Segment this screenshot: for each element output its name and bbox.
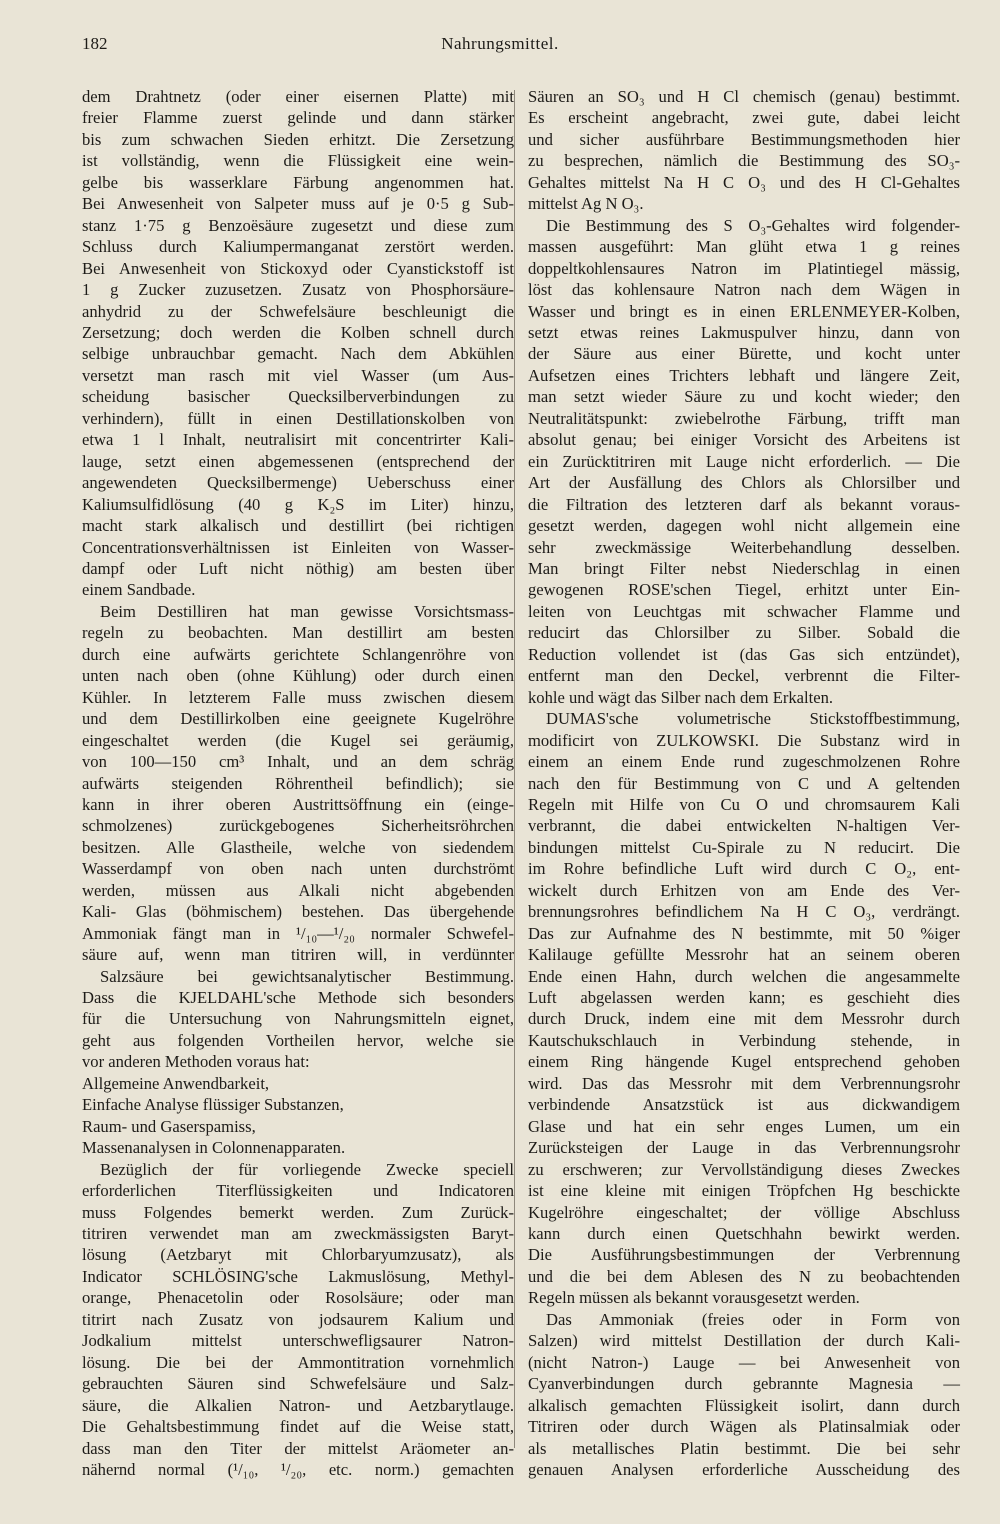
text-line: zu besprechen, nämlich die Bestimmung des SO₃- — [528, 151, 960, 171]
text-line: regeln zu beobachten. Man destillirt am besten — [82, 623, 514, 643]
right-text-column — [528, 86, 960, 1480]
text-line: kohle und wägt das Silber nach dem Erkalten. — [528, 687, 834, 707]
text-line: leiten von Leuchtgas mit schwacher Flamme und — [528, 601, 960, 621]
text-line: Die Gehaltsbestimmung findet auf die Weise statt, — [82, 1417, 514, 1437]
text-line: Regeln mit Hilfe von Cu O und chromsaurem Kali — [528, 794, 960, 814]
text-line: lösung (Aetzbaryt mit Chlorbaryumzusatz), als — [82, 1245, 514, 1265]
text-line: freier Flamme zuerst gelinde und dann stärker — [82, 108, 514, 128]
text-line: Es erscheint angebracht, zwei gute, dabei leicht — [528, 108, 960, 128]
text-line: Kautschukschlauch in Verbindung stehende, in — [528, 1030, 960, 1050]
text-line: brennungsrohres befindlichem Na H C O₃, verdrängt. — [528, 902, 960, 922]
text-line: macht stark alkalisch und destillirt (bei richtigen — [82, 516, 514, 536]
text-line: selbige unbrauchbar gemacht. Nach dem Abkühlen — [82, 344, 514, 364]
text-line: Bei Anwesenheit von Salpeter muss auf je 0·5 g Sub- — [82, 194, 514, 214]
text-line: etwa 1 l Inhalt, neutralisirt mit concentrirter Kali- — [82, 430, 514, 450]
text-line: werden, müssen aus Alkali nicht abgebenden — [82, 880, 514, 900]
text-line: der Säure aus einer Bürette, und kocht unter — [528, 344, 960, 364]
text-line: Kalilauge gefüllte Messrohr hat an seinem oberen — [528, 945, 960, 965]
text-line: schmolzenes) zurückgebogenes Sicherheitsröhrchen — [82, 816, 514, 836]
text-line: doppeltkohlensaures Natron im Platintiegel mässig, — [528, 258, 960, 278]
text-line: gelbe bis wasserklare Färbung angenommen hat. — [82, 172, 514, 192]
text-line: einem Ring hängende Kugel entsprechend gehoben — [528, 1052, 960, 1072]
text-line: verhindern), füllt in einen Destillationskolben von — [82, 408, 514, 428]
text-line: die Filtration des letzteren darf als bekannt voraus- — [528, 494, 960, 514]
text-line: Raum- und Gaserspamiss, — [82, 1116, 256, 1136]
text-line: Kühler. In letzterem Falle muss zwischen diesem — [82, 687, 514, 707]
text-line: verbindende Ansatzstück ist aus dickwandigem — [528, 1095, 960, 1115]
running-head: Nahrungsmittel. — [441, 34, 559, 53]
text-line: dass man den Titer der mittelst Aräometer an- — [82, 1438, 514, 1458]
text-line: wird. Das das Messrohr mit dem Verbrennungsrohr — [528, 1073, 960, 1093]
text-line: genauen Analysen erforderliche Ausscheidung des — [528, 1460, 960, 1479]
text-line: geht aus folgenden Vortheilen hervor, welche sie — [82, 1030, 514, 1050]
text-line: zu erschweren; zur Vervollständigung dieses Zweckes — [528, 1159, 960, 1179]
text-line: DUMAS'sche volumetrische Stickstoffbestimmung, — [546, 709, 960, 729]
text-line: Man bringt Filter nebst Niederschlag in einen — [528, 558, 960, 578]
text-line: Cyanverbindungen durch gebrannte Magnesia — — [528, 1374, 960, 1394]
text-line: mittelst Ag N O₃. — [528, 194, 644, 214]
text-line: absolut genau; bei einiger Vorsicht des Arbeitens ist — [528, 430, 960, 450]
text-line: Titriren oder durch Wägen als Platinsalmiak oder — [528, 1417, 960, 1437]
text-line: orange, Phenacetolin oder Rosolsäure; oder man — [82, 1288, 514, 1308]
text-line: von 100—150 cm³ Inhalt, und an dem schräg — [82, 752, 514, 772]
text-line: Salzen) wird mittelst Destillation der durch Kali- — [528, 1331, 960, 1351]
text-line: erforderlichen Titerflüssigkeiten und Indicatoren — [82, 1181, 514, 1201]
text-line: säure auf, wenn man titriren will, in verdünnter — [82, 945, 514, 965]
text-line: Allgemeine Anwendbarkeit, — [82, 1073, 270, 1093]
text-line: Aufsetzen eines Trichters lebhaft und längere Zeit, — [528, 365, 960, 385]
text-line: eingeschaltet werden (die Kugel sei geräumig, — [82, 730, 514, 750]
text-line: und dem Destillirkolben eine geeignete Kugelröhre — [82, 709, 514, 729]
text-line: im Rohre befindliche Luft wird durch C O₂, ent- — [528, 859, 960, 879]
text-line: Neutralitätspunkt: zwiebelrothe Färbung, trifft man — [528, 408, 960, 428]
text-line: nach den für Bestimmung von C und A geltenden — [528, 773, 960, 793]
text-line: durch Druck, indem eine mit dem Messrohr durch — [528, 1009, 960, 1029]
text-line: Die Ausführungsbestimmungen der Verbrennung — [528, 1245, 960, 1265]
text-line: (nicht Natron-) Lauge — bei Anwesenheit von — [528, 1352, 960, 1372]
text-line: kann durch einen Quetschhahn bewirkt werden. — [528, 1224, 960, 1244]
page-number: 182 — [82, 34, 108, 53]
text-line: Gehaltes mittelst Na H C O₃ und des H Cl-Gehaltes — [528, 172, 960, 192]
text-line: massen ausgeführt: Man glüht etwa 1 g reines — [528, 237, 960, 257]
text-line: bindungen mittelst Cu-Spirale zu N reducirt. Die — [528, 837, 960, 857]
text-line: Concentrationsverhältnissen ist Einleiten von Wasser- — [82, 537, 514, 557]
text-line: Beim Destilliren hat man gewisse Vorsichtsmass- — [100, 601, 514, 621]
text-line: dampf oder Luft nicht nöthig) am besten über — [82, 558, 514, 578]
column-divider — [514, 90, 515, 1448]
text-line: Luft abgelassen werden kann; es geschieht dies — [528, 988, 960, 1008]
text-line: Einfache Analyse flüssiger Substanzen, — [82, 1095, 344, 1115]
text-line: Reduction vollendet ist (das Gas sich entzündet), — [528, 644, 960, 664]
text-line: reducirt das Chlorsilber zu Silber. Sobald die — [528, 623, 960, 643]
text-line: Das Ammoniak (freies oder in Form von — [546, 1309, 960, 1329]
text-line: sehr zweckmässige Weiterbehandlung desselben. — [528, 537, 960, 557]
text-line: lösung. Die bei der Ammontitration vornehmlich — [82, 1352, 514, 1372]
text-line: Wasser und bringt es in einen ERLENMEYER-Kolben, — [528, 301, 960, 321]
text-line: besitzen. Alle Glastheile, welche von siedendem — [82, 837, 514, 857]
text-line: Regeln müssen als bekannt vorausgesetzt werden. — [528, 1288, 860, 1308]
page-header — [82, 34, 918, 58]
text-line: Jodkalium mittelst unterschwefligsaurer Natron- — [82, 1331, 514, 1351]
text-line: 1 g Zucker zuzusetzen. Zusatz von Phosphorsäure- — [82, 280, 514, 300]
text-line: Art der Ausfällung des Chlors als Chlorsilber und — [528, 473, 960, 493]
text-line: dem Drahtnetz (oder einer eisernen Platte) mit — [82, 87, 514, 106]
text-line: muss Folgendes bemerkt werden. Zum Zurück- — [82, 1202, 514, 1222]
text-line: modificirt von ZULKOWSKI. Die Substanz wird in — [528, 730, 960, 750]
text-line: und die bei dem Ablesen des N zu beobachtenden — [528, 1266, 960, 1286]
text-line: Ammoniak fängt man in ¹/₁₀—¹/₂₀ normaler Schwefel- — [82, 923, 514, 943]
text-line: einem an einem Ende rund zugeschmolzenen Rohre — [528, 752, 960, 772]
text-line: Kali- Glas (böhmischem) bestehen. Das übergehende — [82, 902, 514, 922]
text-line: titriren verwendet man am zweckmässigsten Baryt- — [82, 1224, 514, 1244]
text-line: man setzt wieder Säure zu und kocht wieder; den — [528, 387, 960, 407]
text-line: gebrauchten Säuren sind Schwefelsäure und Salz- — [82, 1374, 514, 1394]
text-line: lauge, setzt einen abgemessenen (entsprechend der — [82, 451, 514, 471]
text-line: Dass die KJELDAHL'sche Methode sich besonders — [82, 988, 514, 1008]
text-line: ist vollständig, wenn die Flüssigkeit eine wein- — [82, 151, 514, 171]
text-line: einem Sandbade. — [82, 580, 196, 600]
text-line: Glase und hat ein sehr enges Lumen, um ein — [528, 1116, 960, 1136]
text-line: als metallisches Platin bestimmt. Die bei sehr — [528, 1438, 960, 1458]
text-line: und sicher ausführbare Bestimmungsmethoden hier — [528, 129, 960, 149]
text-line: säure, die Alkalien Natron- und Aetzbarytlauge. — [82, 1395, 514, 1415]
text-line: bis zum schwachen Sieden erhitzt. Die Zersetzung — [82, 129, 514, 149]
text-line: verbrannt, die dabei entwickelten N-haltigen Ver- — [528, 816, 960, 836]
text-line: titrirt nach Zusatz von jodsaurem Kalium und — [82, 1309, 514, 1329]
text-line: gewogenen ROSE'schen Tiegel, erhitzt unter Ein- — [528, 580, 960, 600]
text-line: für die Untersuchung von Nahrungsmitteln eignet, — [82, 1009, 514, 1029]
text-line: Wasserdampf von oben nach unten durchströmt — [82, 859, 514, 879]
text-line: kann in ihrer oberen Austrittsöffnung ein (einge- — [82, 794, 514, 814]
text-line: Zersetzung; doch werden die Kolben schnell durch — [82, 322, 514, 342]
text-line: gesetzt werden, dagegen wohl nicht allgemein eine — [528, 516, 960, 536]
text-line: Indicator SCHLÖSING'sche Lakmuslösung, Methyl- — [82, 1266, 514, 1286]
text-line: Massenanalysen in Colonnenapparaten. — [82, 1138, 346, 1158]
text-line: Schluss durch Kaliumpermanganat zerstört werden. — [82, 237, 514, 257]
text-line: setzt etwas reines Lakmuspulver hinzu, dann von — [528, 322, 960, 342]
text-line: entfernt man den Deckel, verbrennt die Filter- — [528, 666, 960, 686]
text-line: Das zur Aufnahme des N bestimmte, mit 50 %iger — [528, 923, 960, 943]
text-line: Kugelröhre eingeschaltet; der völlige Abschluss — [528, 1202, 960, 1222]
text-line: anhydrid zu der Schwefelsäure beschleunigt die — [82, 301, 514, 321]
text-line: vor anderen Methoden voraus hat: — [82, 1052, 310, 1072]
text-line: Ende einen Hahn, durch welchen die angesammelte — [528, 966, 960, 986]
text-line: aufwärts steigenden Röhrentheil befindlich); sie — [82, 773, 514, 793]
text-line: ist eine kleine mit einigen Tröpfchen Hg beschickte — [528, 1181, 960, 1201]
text-line: alkalisch gemachten Flüssigkeit isolirt, dann durch — [528, 1395, 960, 1415]
text-line: Bezüglich der für vorliegende Zwecke speciell — [100, 1159, 514, 1179]
text-line: Zurücksteigen der Lauge in das Verbrennungsrohr — [528, 1138, 960, 1158]
text-line: Die Bestimmung des S O₃-Gehaltes wird folgender- — [546, 215, 960, 235]
text-line: stanz 1·75 g Benzoësäure zugesetzt und diese zum — [82, 215, 514, 235]
text-line: unten nach oben (ohne Kühlung) oder durch einen — [82, 666, 514, 686]
text-line: durch eine aufwärts gerichtete Schlangenröhre von — [82, 644, 514, 664]
text-line: Kaliumsulfidlösung (40 g K₂S im Liter) hinzu, — [82, 494, 514, 514]
text-line: Säuren an SO₃ und H Cl chemisch (genau) bestimmt. — [528, 87, 960, 106]
text-line: scheidung basischer Quecksilberverbindungen zu — [82, 387, 514, 407]
text-line: löst das kohlensaure Natron nach dem Wägen in — [528, 280, 960, 300]
text-line: Bei Anwesenheit von Stickoxyd oder Cyanstickstoff ist — [82, 258, 514, 278]
text-line: Salzsäure bei gewichtsanalytischer Bestimmung. — [100, 966, 514, 986]
text-line: versetzt man rasch mit viel Wasser (um Aus- — [82, 365, 514, 385]
text-line: wickelt durch Erhitzen von am Ende des Ver- — [528, 880, 960, 900]
text-line: ein Zurücktitriren mit Lauge nicht erforderlich. — Die — [528, 451, 960, 471]
left-text-column — [82, 86, 514, 1480]
text-line: angewendeten Quecksilbermenge) Ueberschuss einer — [82, 473, 514, 493]
text-line: nähernd normal (¹/₁₀, ¹/₂₀, etc. norm.) gemachten — [82, 1460, 514, 1479]
